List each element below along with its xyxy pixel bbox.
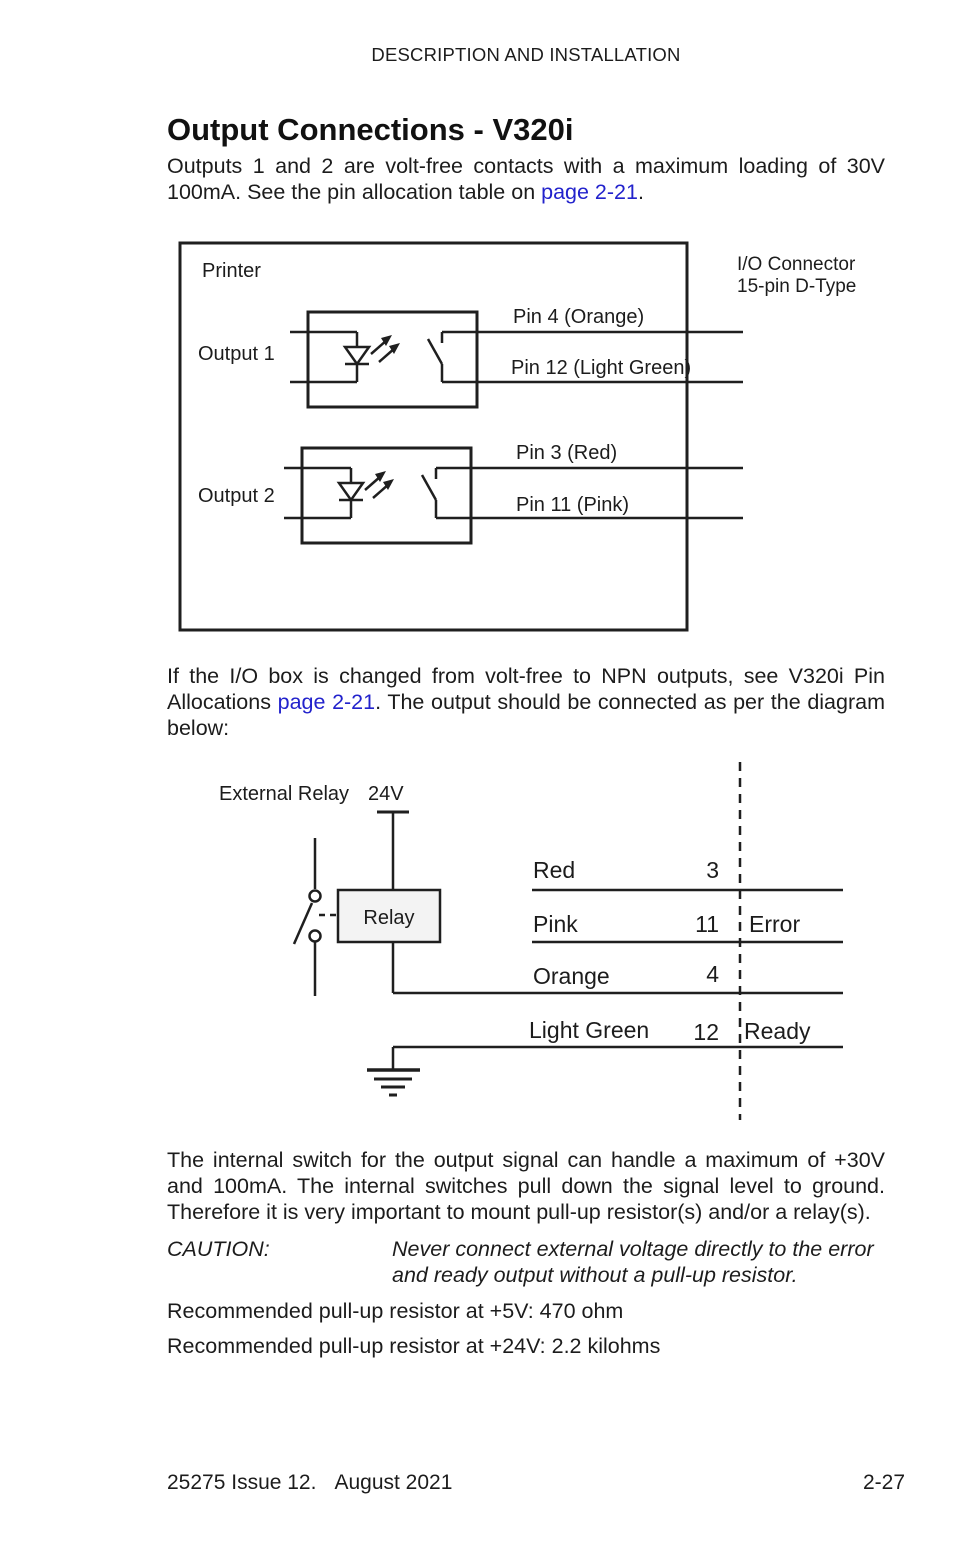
relay-label: Relay [363,907,415,929]
page-2-21-link[interactable]: page 2-21 [541,180,638,204]
footer-page-number: 2-27 [862,1471,905,1494]
pin12-label: Pin 12 (Light Green) [511,357,692,379]
page-header: DESCRIPTION AND INSTALLATION [371,44,681,65]
external-relay-diagram [160,755,950,1130]
printer-label: Printer [202,260,261,282]
intro-line-2-after: . [637,180,644,204]
wire-pin-12: 12 [693,1019,719,1045]
printer-outputs-diagram [160,235,950,640]
switch-note-line-1: The internal switch for the output signal can handle a maximum of +30V [167,1148,885,1172]
page-2-21-link-2[interactable]: page 2-21 [277,690,376,714]
npn-line-2-before: Allocations [167,690,278,714]
footer-date: August 2021 [334,1471,453,1494]
intro-paragraph [167,153,885,205]
led-icon [339,468,394,518]
optocoupler-box [302,448,471,543]
intro-line-1: Outputs 1 and 2 are volt-free contacts with a maximum loading of 30V [167,154,885,178]
npn-line-2-after: . The output should be connected as per the diagram [375,690,885,714]
signal-ready-label: Ready [744,1018,811,1044]
wire-pin-11: 11 [695,911,719,937]
switch-note-line-2: and 100mA. The internal switches pull down the signal level to ground. [167,1174,885,1198]
wire-pin-3: 3 [706,857,719,883]
switch-note-line-3: Therefore it is very important to mount pull-up resistor(s) and/or a relay(s). [167,1200,871,1224]
npn-line-2 [167,689,885,715]
switch-icon [428,332,442,382]
recommendation-24v: Recommended pull-up resistor at +24V: 2.2 kilohms [167,1334,661,1358]
supply-rail [377,812,409,890]
output1-label: Output 1 [198,343,275,365]
caution-line-2: and ready output without a pull-up resistor. [392,1263,798,1287]
footer-doc-ref: 25275 Issue 12. [167,1471,317,1494]
npn-note-paragraph [167,663,885,741]
pin11-label: Pin 11 (Pink) [516,494,630,516]
wire-pin-4: 4 [706,961,719,987]
printer-box [180,243,687,630]
output2-optocoupler [284,448,743,543]
caution-line-1: Never connect external voltage directly to the error [392,1237,874,1261]
npn-line-1: If the I/O box is changed from volt-free to NPN outputs, see V320i Pin [167,664,885,688]
input-wires [290,332,357,382]
external-relay-label: External Relay [219,783,350,805]
relay-contact-switch-icon [294,838,337,996]
caution-label: CAUTION: [167,1237,270,1261]
input-wires [284,468,351,518]
intro-line-2 [167,179,885,205]
optocoupler-box [308,312,477,407]
wire-color-red: Red [533,857,576,883]
intro-line-2-text: 100mA. See the pin allocation table on [167,180,542,204]
pin4-label: Pin 4 (Orange) [513,306,645,328]
signal-error-label: Error [749,911,801,937]
npn-line-3: below: [167,716,230,740]
internal-switch-paragraph [167,1147,885,1225]
wire-color-orange: Orange [533,963,610,989]
supply-24v-label: 24V [368,783,404,805]
recommendation-5v: Recommended pull-up resistor at +5V: 470 ohm [167,1299,624,1323]
led-icon [345,332,400,382]
footer-doc-info [167,1471,452,1495]
page-title: Output Connections - V320i [167,112,574,147]
io-connector-label-line2: 15-pin D-Type [737,276,857,297]
caution-text [392,1236,897,1288]
pin3-label: Pin 3 (Red) [516,442,618,464]
switch-icon [422,468,436,518]
output2-label: Output 2 [198,485,275,507]
wire-color-light-green: Light Green [529,1017,650,1043]
ground-icon [367,1070,420,1095]
wire-color-pink: Pink [533,911,578,937]
io-connector-label-line1: I/O Connector [737,254,856,275]
